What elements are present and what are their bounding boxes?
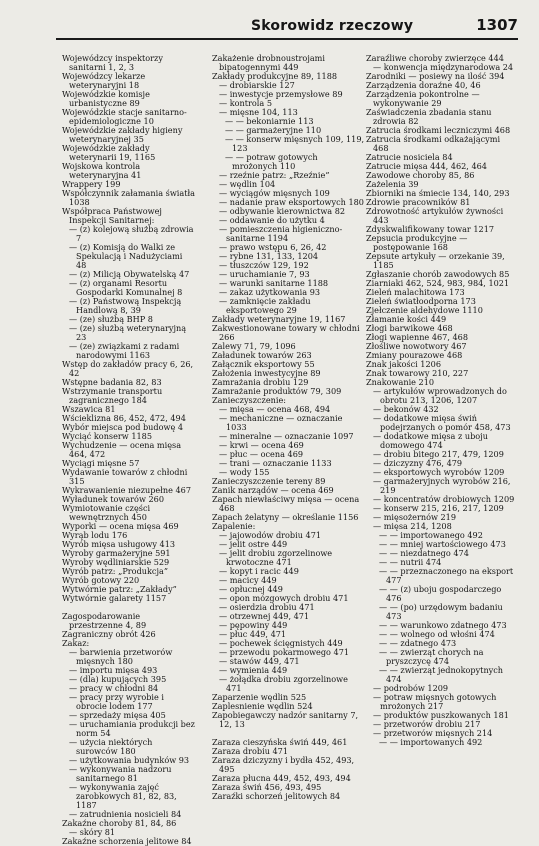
- index-entry: Zaraza cieszyńska świń 449, 461: [212, 737, 348, 747]
- index-entry: Zgłaszanie chorób zawodowych 85: [366, 269, 510, 279]
- index-subentry: — odbywanie kierownictwa 82: [219, 206, 346, 216]
- index-entry: Zagraniczny obrót 426: [62, 629, 156, 639]
- index-entry: Zakażenie drobnoustrojami bipatogennymi 449: [212, 53, 325, 72]
- index-subentry: — — (po) urzędowym badaniu 473: [379, 602, 503, 621]
- index-subentry: — mineralne — oznaczanie 1097: [219, 431, 354, 441]
- index-entry: Zapach niewłaściwy mięsa — ocena 468: [212, 494, 360, 513]
- index-column-1: [62, 54, 195, 846]
- index-entry: Wydawanie towarów z chłodni 315: [62, 467, 188, 486]
- index-subentry: — garmażeryjnych wyrobów 216, 219: [373, 476, 511, 495]
- index-subentry: — rybne 131, 133, 1204: [219, 251, 319, 261]
- index-entry: Wyrąb lodu 176: [62, 530, 128, 540]
- index-entry: Zażelenia 39: [366, 179, 419, 189]
- index-subentry: — eksportowych wyrobów 1209: [373, 467, 505, 477]
- index-subentry: — zakaz użytkowania 93: [219, 287, 321, 297]
- index-subentry: — wędlin 104: [219, 179, 276, 189]
- index-subentry: — uruchamiania produkcji bez norm 54: [69, 719, 195, 738]
- index-subentry: — drobiarskie 127: [219, 80, 295, 90]
- index-subentry: — kopyt i racic 449: [219, 566, 299, 576]
- index-subentry: — oddawanie do użytku 4: [219, 215, 325, 225]
- index-entry: Zapobiegawczy nadzór sanitarny 7, 12, 13: [212, 710, 359, 729]
- index-entry: Wyciągi mięsne 57: [62, 458, 140, 468]
- index-subentry: — wykonywania zajęć zarobkowych 81, 82, 83, 1187: [69, 782, 177, 810]
- index-entry: Wytwórnie patrz: „Zakłady”: [62, 584, 177, 594]
- index-subentry: — (z) Milicją Obywatelską 47: [69, 269, 190, 279]
- index-entry: Zarodniki — posiewy na ilość 394: [366, 71, 505, 81]
- index-subentry: — uruchamianie 7, 93: [219, 269, 310, 279]
- index-subentry: — mięsa — ocena 468, 494: [219, 404, 331, 414]
- index-entry: Zarządzenia doraźne 40, 46: [366, 80, 481, 90]
- index-entry: Zieleń malachitowa 173: [366, 287, 465, 297]
- index-entry: Zatrucia środkami odkażającymi 468: [366, 134, 501, 153]
- index-subentry: — — mniej wartościowego 473: [379, 539, 506, 549]
- index-subentry: — tłuszczów 129, 192: [219, 260, 309, 270]
- index-subentry: — podrobów 1209: [373, 683, 449, 693]
- index-subentry: — dodatkowe mięsa świń podejrzanych o pomór 458, 473: [373, 413, 511, 432]
- index-entry: Zepsute artykuły — orzekanie 39, 1185: [366, 251, 505, 270]
- index-subentry: — — importowanego 492: [379, 530, 483, 540]
- index-entry: Załadunek towarów 263: [212, 350, 312, 360]
- index-subentry: — konserw 215, 216, 217, 1209: [373, 503, 504, 513]
- index-entry: Zakaźne choroby 81, 84, 86: [62, 818, 177, 828]
- index-subentry: — przetworów mięsnych 214: [373, 728, 493, 738]
- index-entry: Zakłady weterynaryjne 19, 1167: [212, 314, 346, 324]
- index-entry: Załącznik eksportowy 55: [212, 359, 315, 369]
- index-subentry: — pochewek ścięgnistych 449: [219, 638, 343, 648]
- index-entry: Znakowanie 210: [366, 377, 435, 387]
- index-entry: Zieleń światłoodporna 173: [366, 296, 476, 306]
- index-subentry: — koncentratów drobiowych 1209: [373, 494, 515, 504]
- index-entry: Zakaz:: [62, 638, 90, 648]
- index-entry: Współczynnik załamania światła 1038: [62, 188, 195, 207]
- index-subentry: — płuc 449, 471: [219, 629, 287, 639]
- index-subentry: — mięsne 104, 113: [219, 107, 298, 117]
- index-subentry: — wymienia 449: [219, 665, 288, 675]
- index-entry: Zapalenie:: [212, 521, 256, 531]
- index-entry: Wyroby wędliniarskie 529: [62, 557, 170, 567]
- index-subentry: — konwencja międzynarodowa 24: [373, 62, 514, 72]
- index-subentry: — (z) kolejową służbą zdrowia 7: [69, 224, 194, 243]
- index-subentry: — dziczyzny 476, 479: [373, 458, 463, 468]
- index-entry: Wrappery 199: [62, 179, 121, 189]
- index-subentry: — krwi — ocena 469: [219, 440, 304, 450]
- index-subentry: — rzeźnie patrz: „Rzeźnie”: [219, 170, 330, 180]
- index-subentry: — użytkowania budynków 93: [69, 755, 190, 765]
- index-subentry: — — potraw gotowych mrożonych 110: [225, 152, 318, 171]
- index-subentry: — potraw mięsnych gotowych mrożonych 217: [373, 692, 497, 711]
- index-entry: Zanieczyszczenie:: [212, 395, 287, 405]
- index-entry: Zanik narządów — ocena 469: [212, 485, 334, 495]
- page-header: [56, 14, 518, 40]
- index-entry: Wyładunek towarów 260: [62, 494, 164, 504]
- index-entry: Złogi barwikowe 468: [366, 323, 453, 333]
- index-entry: Zawodowe choroby 85, 86: [366, 170, 475, 180]
- index-entry: Zalewy 71, 79, 1096: [212, 341, 296, 351]
- index-entry: Wybór miejsca pod budowę 4: [62, 422, 184, 432]
- index-subentry: — zatrudnienia nosicieli 84: [69, 809, 182, 819]
- index-subentry: — (z) Komisją do Walki ze Spekulacją i Nadużyciami 48: [69, 242, 183, 270]
- index-entry: Zaraza drobiu 471: [212, 746, 289, 756]
- index-subentry: — — bekoniarnie 113: [225, 116, 314, 126]
- index-column-3: [366, 54, 518, 747]
- index-subentry: — inwestycje przemysłowe 89: [219, 89, 343, 99]
- index-entry: Wyrób mięsa usługowy 413: [62, 539, 176, 549]
- index-subentry: — jelit ostre 449: [219, 539, 288, 549]
- index-subentry: — mięsa 214, 1208: [373, 521, 452, 531]
- index-entry: Zakłady produkcyjne 89, 1188: [212, 71, 338, 81]
- index-subentry: — — konserw mięsnych 109, 119, 123: [225, 134, 365, 153]
- index-subentry: — jajowodów drobiu 471: [219, 530, 322, 540]
- index-entry: Zepsucia produkcyjne — postępowanie 168: [366, 233, 468, 252]
- index-subentry: — wykonywania nadzoru sanitarnego 81: [69, 764, 172, 783]
- index-subentry: — (dla) kupujących 395: [69, 674, 167, 684]
- index-entry: Wstrzymanie transportu zagranicznego 184: [62, 386, 163, 405]
- index-subentry: — kontrola 5: [219, 98, 272, 108]
- index-subentry: — przetworów drobiu 217: [373, 719, 481, 729]
- index-entry: Wyroby garmażeryjne 591: [62, 548, 171, 558]
- index-subentry: — importu mięsa 493: [69, 665, 158, 675]
- index-subentry: — wody 155: [219, 467, 270, 477]
- index-subentry: — otrzewnej 449, 471: [219, 611, 310, 621]
- index-subentry: — pępowiny 449: [219, 620, 288, 630]
- index-entry: Wytwórnie galarety 1157: [62, 593, 167, 603]
- index-entry: Złamanie kości 449: [366, 314, 447, 324]
- index-subentry: — użycia niektórych surowców 180: [69, 737, 153, 756]
- index-entry: Wstępne badania 82, 83: [62, 377, 162, 387]
- index-entry: Wyrób patrz: „Produkcja”: [62, 566, 168, 576]
- index-subentry: — — przeznaczonego na eksport 477: [379, 566, 514, 585]
- index-subentry: — (z) organami Resortu Gospodarki Komunalnej 8: [69, 278, 183, 297]
- index-entry: Wojewódzkie stacje sanitarno-epidemiologiczne 10: [62, 107, 187, 126]
- index-entry: Zbiorniki na śmiecie 134, 140, 293: [366, 188, 510, 198]
- index-subentry: — (ze) służbą weterynaryjną 23: [69, 323, 187, 342]
- index-entry: Zapach żelatyny — określanie 1156: [212, 512, 359, 522]
- index-entry: Wszawica 81: [62, 404, 116, 414]
- index-entry: Wojewódzkie zakłady higieny weterynaryjnej 35: [62, 125, 183, 144]
- index-subentry: — nadanie praw eksportowych 180: [219, 197, 364, 207]
- index-entry: Zagospodarowanie przestrzenne 4, 89: [62, 611, 147, 630]
- index-subentry: — warunki sanitarne 1188: [219, 278, 329, 288]
- index-entry: Zarządzenia pokontrolne — wykonywanie 29: [366, 89, 480, 108]
- index-entry: Wojewódzcy inspektorzy sanitarni 1, 2, 3: [62, 53, 163, 72]
- index-subentry: — dodatkowe mięsa z uboju domowego 474: [373, 431, 488, 450]
- index-subentry: — pomieszczenia higieniczno-sanitarne 1194: [219, 224, 343, 243]
- index-subentry: — — zwierząt jednokopytnych 474: [379, 665, 504, 684]
- index-subentry: — trani — oznaczanie 1133: [219, 458, 332, 468]
- index-subentry: — opon mózgowych drobiu 471: [219, 593, 349, 603]
- index-entry: Wojewódzkie zakłady weterynarii 19, 1165: [62, 143, 156, 162]
- index-subentry: — (ze) służbą BHP 8: [69, 314, 153, 324]
- index-entry: Wojskowa kontrola weterynaryjna 41: [62, 161, 142, 180]
- index-entry: Złośliwe nowotwory 467: [366, 341, 467, 351]
- index-subentry: — (z) Państwową Inspekcją Handlową 8, 39: [69, 296, 182, 315]
- index-entry: Ziarniaki 462, 524, 983, 984, 1021: [366, 278, 510, 288]
- index-entry: Wojewódzkie komisje urbanistyczne 89: [62, 89, 150, 108]
- index-entry: Założenia inwestycyjne 89: [212, 368, 321, 378]
- index-subentry: — skóry 81: [69, 827, 116, 837]
- index-entry: Zakaźne schorzenia jelitowe 84: [62, 836, 192, 846]
- index-entry: Zamrażanie produktów 79, 309: [212, 386, 342, 396]
- index-subentry: — stawów 449, 471: [219, 656, 300, 666]
- index-subentry: — barwienia przetworów mięsnych 180: [69, 647, 173, 666]
- index-subentry: — pracy przy wyrobie i obrocie lodem 177: [69, 692, 165, 711]
- index-entry: Zaświadczenia zbadania stanu zdrowia 82: [366, 107, 492, 126]
- index-subentry: — — garmażeryjne 110: [225, 125, 322, 135]
- index-entry: Wyrób gotowy 220: [62, 575, 140, 585]
- index-entry: Zakwestionowane towary w chłodni 266: [212, 323, 360, 342]
- index-entry: Zaraza świń 456, 493, 495: [212, 782, 322, 792]
- index-subentry: — drobiu bitego 217, 479, 1209: [373, 449, 504, 459]
- index-entry: Wścieklizna 86, 452, 472, 494: [62, 413, 186, 423]
- index-entry: Zdrowotność artykułów żywności 443: [366, 206, 504, 225]
- index-entry: Zaparzenie wędlin 525: [212, 692, 307, 702]
- index-entry: Zatrucie mięsa 444, 462, 464: [366, 161, 487, 171]
- index-subentry: — pracy w chłodni 84: [69, 683, 159, 693]
- index-subentry: — — warunkowo zdatnego 473: [379, 620, 507, 630]
- index-entry: Zatrucie nosiciela 84: [366, 152, 453, 162]
- index-entry: Znak towarowy 210, 227: [366, 368, 469, 378]
- index-subentry: — zamknięcie zakładu eksportowego 29: [219, 296, 311, 315]
- index-entry: Wyporki — ocena mięsa 469: [62, 521, 179, 531]
- index-subentry: — macicy 449: [219, 575, 277, 585]
- index-entry: Zanieczyszczenie tereny 89: [212, 476, 326, 486]
- index-subentry: — mechaniczne — oznaczanie 1033: [219, 413, 343, 432]
- index-entry: Złogi wapienne 467, 468: [366, 332, 468, 342]
- index-subentry: — — wolnego od włośni 474: [379, 629, 495, 639]
- index-subentry: — żołądka drobiu zgorzelinowe 471: [219, 674, 348, 693]
- index-subentry: — — zwierząt chorych na pryszczycę 474: [379, 647, 484, 666]
- index-entry: Zaraza dziczyzny i bydła 452, 493, 495: [212, 755, 355, 774]
- index-subentry: — (ze) związkami z radami narodowymi 1163: [69, 341, 180, 360]
- index-entry: Zatrucia środkami leczniczymi 468: [366, 125, 511, 135]
- index-entry: Zaraza płucna 449, 452, 493, 494: [212, 773, 351, 783]
- index-subentry: — — importowanych 492: [379, 737, 483, 747]
- index-subentry: — prawo wstępu 6, 26, 42: [219, 242, 327, 252]
- index-subentry: — wyciągów mięsnych 109: [219, 188, 330, 198]
- index-entry: Wojewódzcy lekarze weterynaryjni 18: [62, 71, 146, 90]
- index-entry: Znak jakości 1206: [366, 359, 441, 369]
- index-subentry: — osierdzia drobiu 471: [219, 602, 315, 612]
- index-entry: Zmiany pourazowe 468: [366, 350, 463, 360]
- index-entry: Zaplesnienie wędlin 524: [212, 701, 313, 711]
- index-entry: Wstęp do zakładów pracy 6, 26, 42: [62, 359, 194, 378]
- index-entry: Zjełczenie aldehydowe 1110: [366, 305, 483, 315]
- index-subentry: — — niezdatnego 474: [379, 548, 469, 558]
- index-subentry: — artykułów wprowadzonych do obrotu 213, 1206, 1207: [373, 386, 507, 405]
- index-subentry: — bekonów 432: [373, 404, 439, 414]
- index-subentry: — sprzedaży mięsa 405: [69, 710, 166, 720]
- index-entry: Zaraźliwe choroby zwierzęce 444: [366, 53, 504, 63]
- index-subentry: — jelit drobiu zgorzelinowe krwotoczne 471: [219, 548, 333, 567]
- index-entry: Wychudzenie — ocena mięsa 464, 472: [62, 440, 182, 459]
- running-title: Skorowidz rzeczowy: [251, 18, 414, 34]
- index-entry: Zamrażania drobiu 129: [212, 377, 309, 387]
- index-entry: Zdyskwalifikowany towar 1217: [366, 224, 495, 234]
- index-entry: Zaraźki schorzeń jelitowych 84: [212, 791, 341, 801]
- index-subentry: — produktów puszkowanych 181: [373, 710, 509, 720]
- index-subentry: — — nutrii 474: [379, 557, 442, 567]
- index-column-2: [212, 54, 365, 801]
- page-number: 1307: [476, 16, 518, 34]
- index-subentry: — mięsożernów 219: [373, 512, 457, 522]
- index-subentry: — — zdatnego 473: [379, 638, 457, 648]
- index-entry: Wyciąć konserw 1185: [62, 431, 153, 441]
- index-entry: Współpraca Państwowej Inspekcji Sanitarnej:: [62, 206, 162, 225]
- index-subentry: — płuc — ocena 469: [219, 449, 304, 459]
- index-entry: Wymiotowanie części wewnętrznych 450: [62, 503, 151, 522]
- index-entry: Zdrowie pracowników 81: [366, 197, 471, 207]
- index-entry: Wykrawanienie niezupełne 467: [62, 485, 192, 495]
- index-subentry: — przewodu pokarmowego 471: [219, 647, 350, 657]
- index-subentry: — — (z) uboju gospodarczego 476: [379, 584, 502, 603]
- index-subentry: — opłucnej 449: [219, 584, 283, 594]
